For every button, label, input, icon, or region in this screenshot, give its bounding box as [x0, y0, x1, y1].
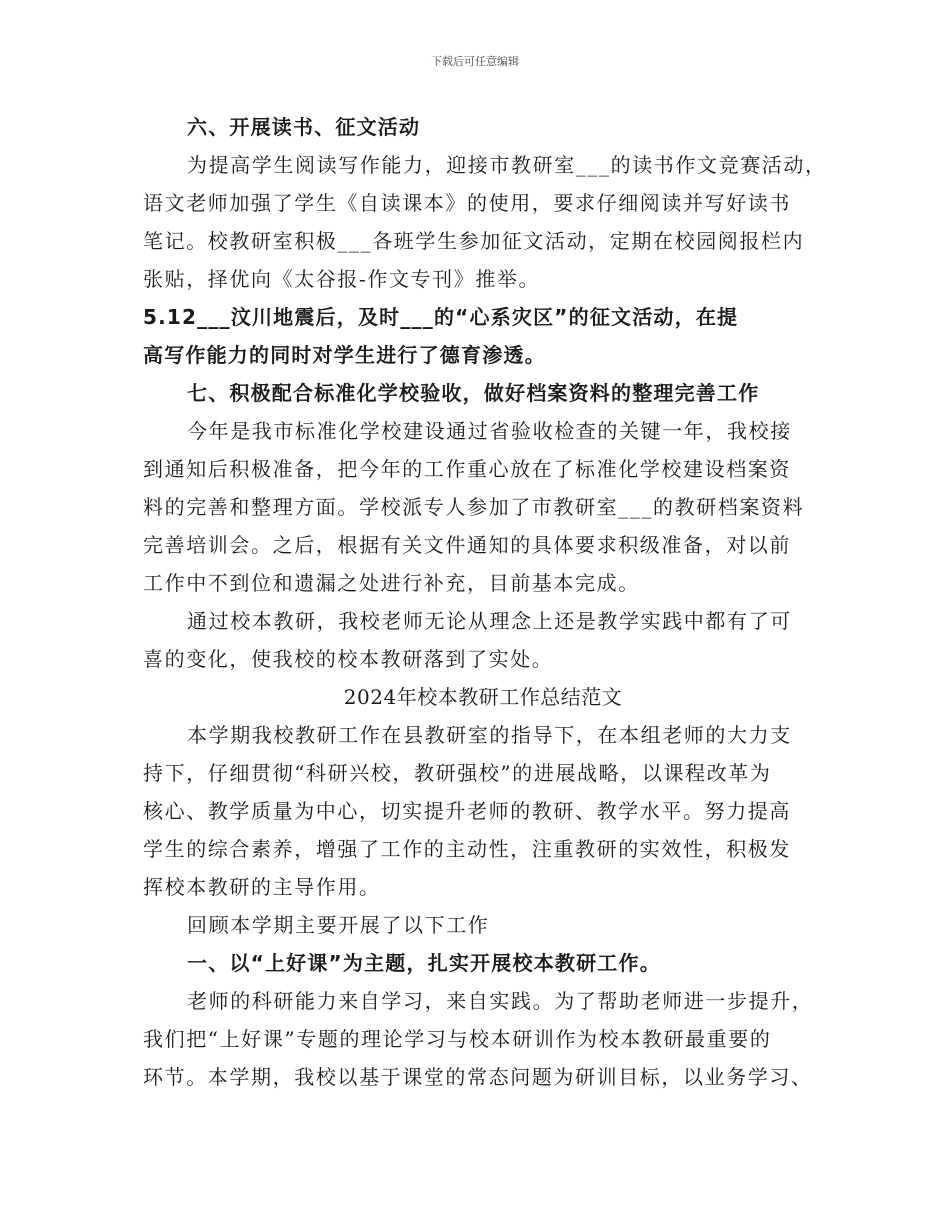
paragraph-line: 挥校本教研的主导作用。 — [143, 875, 381, 899]
bold-paragraph-line: 高写作能力的同时对学生进行了德育渗透。 — [143, 343, 546, 367]
section-heading-1: 一、以“上好课”为主题，扎实开展校本教研工作。 — [187, 951, 661, 975]
paragraph-line: 通过校本教研，我校老师无论从理念上还是教学实践中都有了可 — [187, 609, 792, 633]
paragraph-line: 回顾本学期主要开展了以下工作 — [187, 913, 490, 937]
section-heading-7: 七、积极配合标准化学校验收，做好档案资料的整理完善工作 — [187, 381, 760, 405]
paragraph-line: 今年是我市标准化学校建设通过省验收检查的关键一年，我校接 — [187, 419, 792, 443]
paragraph-line: 我们把“上好课”专题的理论学习与校本研训作为校本教研最重要的 — [143, 1027, 772, 1051]
paragraph-line: 核心、教学质量为中心，切实提升老师的教研、教学水平。努力提高 — [143, 799, 791, 823]
paragraph-line: 到通知后积极准备，把今年的工作重心放在了标准化学校建设档案资 — [143, 457, 791, 481]
bold-paragraph-line: 5.12___汶川地震后，及时___的“心系灾区”的征文活动，在提 — [143, 305, 739, 329]
paragraph-line: 持下，仔细贯彻“科研兴校，教研强校”的进展战略，以课程改革为 — [143, 761, 772, 785]
paragraph-line: 语文老师加强了学生《自读课本》的使用，要求仔细阅读并写好读书 — [143, 191, 791, 215]
paragraph-line: 料的完善和整理方面。学校派专人参加了市教研室___的教研档案资料 — [143, 495, 805, 519]
section-heading-6: 六、开展读书、征文活动 — [187, 115, 421, 139]
paragraph-line: 完善培训会。之后，根据有关文件通知的具体要求积级准备，对以前 — [143, 533, 791, 557]
paragraph-line: 工作中不到位和遗漏之处进行补充，目前基本完成。 — [143, 571, 640, 595]
paragraph-line: 本学期我校教研工作在县教研室的指导下，在本组老师的大力支 — [187, 723, 792, 747]
paragraph-line: 张贴，择优向《太谷报-作文专刊》推举。 — [143, 267, 541, 291]
document-title: 2024年校本教研工作总结范文 — [343, 685, 623, 709]
paragraph-line: 学生的综合素养，增强了工作的主动性，注重教研的实效性，积极发 — [143, 837, 791, 861]
paragraph-line: 笔记。校教研室积极___各班学生参加征文活动，定期在校园阅报栏内 — [143, 229, 805, 253]
paragraph-line: 为提高学生阅读写作能力，迎接市教研室___的读书作文竞赛活动， — [187, 153, 827, 177]
paragraph-line: 喜的变化，使我校的校本教研落到了实处。 — [143, 647, 554, 671]
document-body — [143, 108, 827, 1096]
paragraph-line: 老师的科研能力来自学习，来自实践。为了帮助老师进一步提升， — [187, 989, 814, 1013]
page-header: 下载后可任意编辑 — [431, 55, 519, 68]
paragraph-line: 环节。本学期，我校以基于课堂的常态问题为研训目标，以业务学习、 — [143, 1065, 813, 1089]
